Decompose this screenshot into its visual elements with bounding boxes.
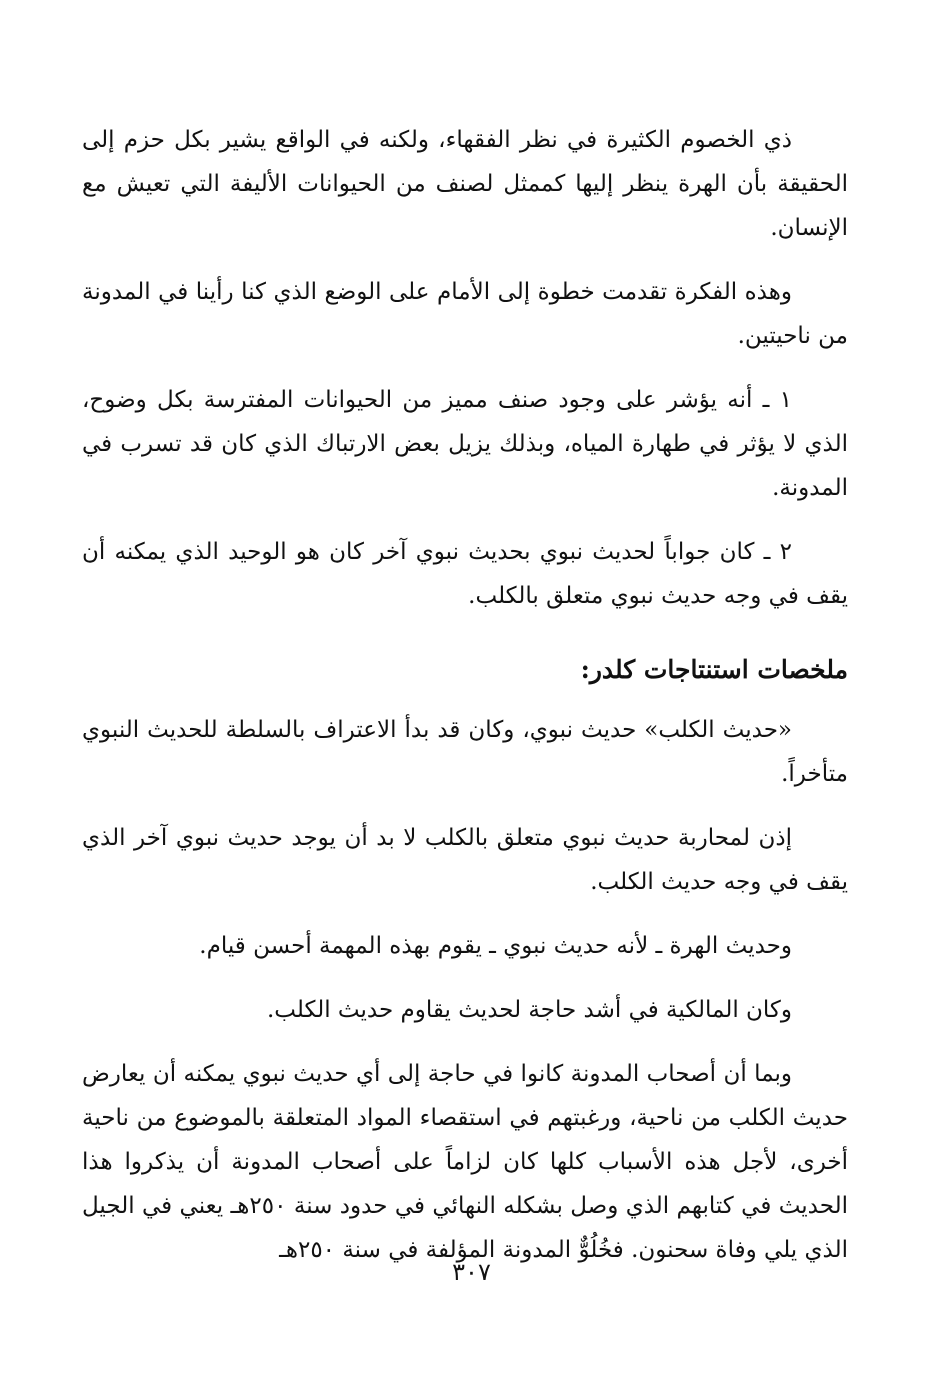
paragraph-2: وهذه الفكرة تقدمت خطوة إلى الأمام على الوضع الذي كنا رأينا في المدونة من ناحيتين. bbox=[82, 279, 848, 349]
paragraph-5: «حديث الكلب» حديث نبوي، وكان قد بدأ الاعتراف بالسلطة للحديث النبوي متأخراً. bbox=[82, 717, 848, 787]
paragraph-4: ٢ ـ كان جواباً لحديث نبوي بحديث نبوي آخر كان هو الوحيد الذي يمكنه أن يقف في وجه حديث نبوي متعلق بالكلب. bbox=[82, 539, 848, 609]
page-number: ٣٠٧ bbox=[452, 1258, 491, 1286]
paragraph-1: ذي الخصوم الكثيرة في نظر الفقهاء، ولكنه في الواقع يشير بكل حزم إلى الحقيقة بأن الهرة ينظر إليها كممثل لصنف من الحيوانات الأليفة التي تعيش مع الإنسان. bbox=[82, 127, 848, 241]
paragraph-6: إذن لمحاربة حديث نبوي متعلق بالكلب لا بد أن يوجد حديث نبوي آخر الذي يقف في وجه حديث الكلب. bbox=[82, 825, 848, 895]
section-heading: ملخصات استنتاجات كلدر: bbox=[580, 655, 848, 684]
page-body bbox=[82, 118, 848, 1318]
paragraph-3: ١ ـ أنه يؤشر على وجود صنف مميز من الحيوانات المفترسة بكل وضوح، الذي لا يؤثر في طهارة المياه، وبذلك يزيل بعض الارتباك الذي كان قد تسرب في المدونة. bbox=[82, 387, 848, 501]
paragraph-8: وكان المالكية في أشد حاجة لحديث يقاوم حديث الكلب. bbox=[267, 997, 792, 1023]
paragraph-7: وحديث الهرة ـ لأنه حديث نبوي ـ يقوم بهذه المهمة أحسن قيام. bbox=[199, 933, 792, 959]
paragraph-9: وبما أن أصحاب المدونة كانوا في حاجة إلى أي حديث نبوي يمكنه أن يعارض حديث الكلب من ناحية، ورغبتهم في استقصاء المواد المتعلقة بالموضوع من ناحية أخرى، لأجل هذه الأسباب كلها كان لزاماً على أصحاب المدونة أن يذكروا هذا الحديث في كتابهم الذي وصل بشكله النهائي في حدود سنة ٢٥٠هـ يعني في الجيل الذي يلي وفاة سحنون. فخُلُوٌّ المدونة المؤلفة في سنة ٢٥٠هـ bbox=[82, 1061, 849, 1263]
